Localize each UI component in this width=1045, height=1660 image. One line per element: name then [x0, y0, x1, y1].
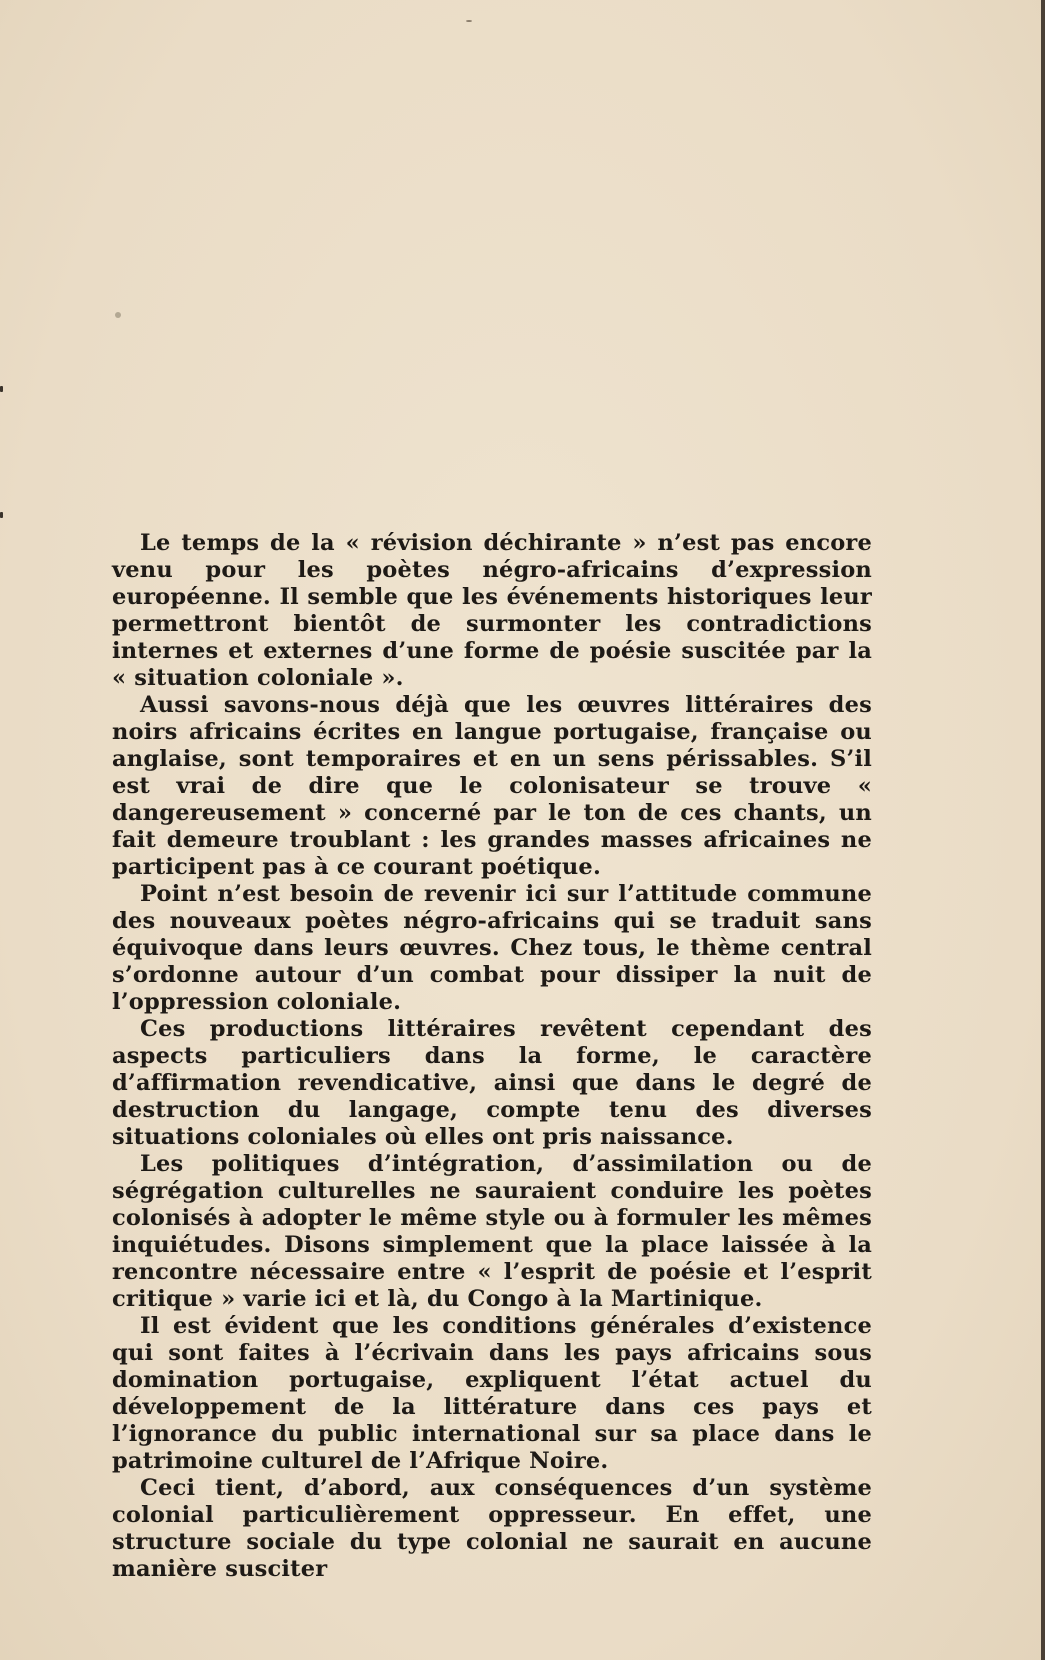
- left-edge-mark-2: [0, 512, 3, 518]
- page-edge-shadow: [1041, 0, 1045, 1660]
- paragraph-3: Point n’est besoin de revenir ici sur l’attitude commune des nouveaux poètes négro-africains qui se traduit sans équivoque dans leurs œuvres. Chez tous, le thème central s’ordonne autour d’un combat pour dissiper la nuit de l’oppression coloniale.: [112, 881, 872, 1015]
- body-text: [112, 530, 872, 1583]
- left-edge-mark-1: [0, 386, 3, 392]
- paragraph-2: Aussi savons-nous déjà que les œuvres littéraires des noirs africains écrites en langue portugaise, française ou anglaise, sont temporaires et en un sens périssables. S’il est vrai de dire que le colonisateur se trouve « dangereusement » concerné par le ton de ces chants, un fait demeure troublant : les grandes masses africaines ne participent pas à ce courant poétique.: [112, 692, 872, 880]
- paragraph-6: Il est évident que les conditions générales d’existence qui sont faites à l’écrivain dans les pays africains sous domination portugaise, expliquent l’état actuel du développement de la littérature dans ces pays et l’ignorance du public international sur sa place dans le patrimoine culturel de l’Afrique Noire.: [112, 1313, 872, 1474]
- top-speck: [466, 20, 472, 22]
- paragraph-1: Le temps de la « révision déchirante » n’est pas encore venu pour les poètes négro-africains d’expression européenne. Il semble que les événements historiques leur permettront bientôt de surmonter les contradictions internes et externes d’une forme de poésie suscitée par la « situation coloniale ».: [112, 530, 872, 691]
- paragraph-7: Ceci tient, d’abord, aux conséquences d’un système colonial particulièrement oppresseur. En effet, une structure sociale du type colonial ne saurait en aucune manière susciter: [112, 1475, 872, 1582]
- paragraph-5: Les politiques d’intégration, d’assimilation ou de ségrégation culturelles ne sauraient conduire les poètes colonisés à adopter le même style ou à formuler les mêmes inquiétudes. Disons simplement que la place laissée à la rencontre nécessaire entre « l’esprit de poésie et l’esprit critique » varie ici et là, du Congo à la Martinique.: [112, 1151, 872, 1312]
- paragraph-4: Ces productions littéraires revêtent cependant des aspects particuliers dans la forme, le caractère d’affirmation revendicative, ainsi que dans le degré de destruction du langage, compte tenu des diverses situations coloniales où elles ont pris naissance.: [112, 1016, 872, 1150]
- margin-speck: [115, 312, 121, 318]
